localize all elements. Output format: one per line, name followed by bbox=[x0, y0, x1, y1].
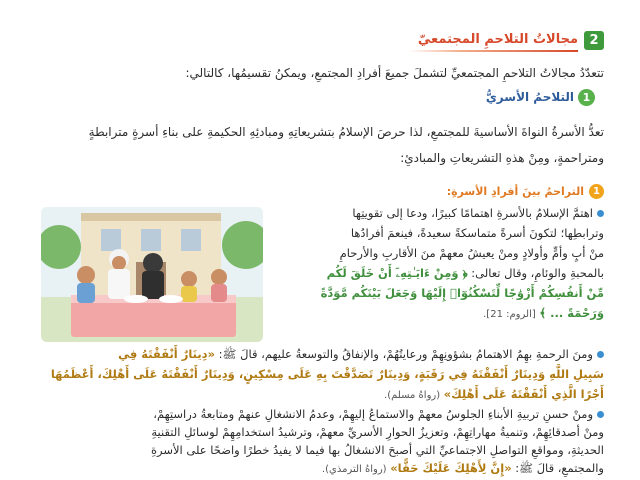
section-title: مجالاتُ التلاحمِ المجتمعيّ bbox=[417, 32, 578, 47]
verse-reference: [الروم: 21]. bbox=[483, 309, 536, 320]
bullet-2-line: ومنَ الرحمةِ بهِمُ الاهتمامُ بشؤونِهِمْ ورعايتُهُمْ، والإنفاقُ والتوسعةُ عليهم، قالَ ﷺ: bbox=[218, 347, 593, 361]
bullet-1-line: منْ أبٍ وأمٍّ وأولادٍ ومنْ يعيشُ معهمْ منَ الأقاربِ والأرحامِ bbox=[339, 246, 604, 260]
bullet-3-line: والمجتمعِ، قالَ ﷺ: bbox=[515, 461, 604, 475]
hadith-reference: (رواهُ مسلم). bbox=[384, 390, 441, 401]
bullet-3 bbox=[34, 405, 604, 479]
section-title-underline bbox=[408, 50, 578, 52]
quran-verse-part: مِّنْ أَنفُسِكُمْ أَزْوَٰجًا لِّتَسْكُنُوٓا۟ إِلَيْهَا وَجَعَلَ بَيْنَكُم مَّوَدَّةً bbox=[320, 286, 604, 300]
bullet-dot-icon bbox=[597, 351, 604, 358]
bullet-1-line: بالمحبةِ والوئامِ، وقال تعالى: bbox=[471, 266, 604, 280]
bullet-dot-icon bbox=[597, 411, 604, 418]
intro-paragraph: تتعدّدُ مجالاتُ التلاحمِ المجتمعيِّ لتشملَ جميعَ أفرادِ المجتمعِ، ويمكنُ تقسيمُها، كالتالي: bbox=[185, 66, 604, 80]
subsection-title: التلاحمُ الأسريُّ bbox=[485, 90, 574, 104]
point-title: التراحمُ بينَ أفرادِ الأسرةِ: bbox=[446, 185, 584, 198]
quran-verse-part: وَرَحْمَةً ... ﴾ bbox=[539, 306, 604, 320]
point-number: 1 bbox=[589, 184, 604, 199]
bullet-3-line: ومنْ أصدقائِهِمْ، وتنميةُ مهاراتِهِمْ، وتعزيزُ الحوارِ الأسريِّ معهمْ، وترشيدُ استخدامِهِمْ لوسائلِ التقنيةِ bbox=[151, 425, 604, 439]
subsection-number: 1 bbox=[578, 89, 595, 106]
bullet-1-line: اهتمَّ الإسلامُ بالأسرةِ اهتمامًا كبيرًا، ودعا إلى تقويتِها bbox=[352, 206, 593, 220]
bullet-3-line: الحديثةِ، ومواقعِ التواصلِ الاجتماعيِّ التي أصبحَ الانشغالُ بها فيما لا يفيدُ خطرًا واضحًا على الأسرةِ bbox=[150, 443, 604, 457]
family-dinner-illustration bbox=[41, 207, 263, 342]
section-number: 2 bbox=[584, 31, 604, 50]
family-paragraph-line: تعدُّ الأسرةُ النواةَ الأساسيةَ للمجتمعِ، لذا حرصَ الإسلامُ بتشريعاتِهِ ومبادئِهِ الحكيمةِ على بناءِ أسرةٍ مترابطةٍ bbox=[88, 125, 604, 139]
family-paragraph-line: ومتراحمةٍ، ومِنْ هذهِ التشريعاتِ والمبادئِ: bbox=[400, 151, 604, 165]
bullet-1-line: وترابطِها؛ لتكونَ أسرةً متماسكةً سعيدةً، فينعمَ أفرادُها bbox=[350, 226, 604, 240]
bullet-dot-icon bbox=[597, 210, 604, 217]
hadith-text: سَبِيلِ اللَّهِ وَدِينَارٌ أَنْفَقْتَهُ فِي رَقَبَةٍ، وَدِينَارٌ تَصَدَّقْتَ بِهِ عَلَى مِسْكِينٍ، وَدِينَارٌ أَنْفَقْتَهُ عَلَى أَهْلِكَ، أَعْظَمُهَا bbox=[50, 367, 604, 381]
hadith-text: «دِينَارٌ أَنْفَقْتَهُ فِي bbox=[118, 347, 216, 361]
family-scene-image bbox=[41, 207, 263, 342]
bullet-3-line: ومنْ حسنِ تربيةِ الأبناءِ الجلوسُ معهمْ والاستماعُ إليهِمْ، وعدمُ الانشغالِ عنهمْ ومتابعةُ دراستِهِمْ، bbox=[153, 407, 593, 421]
bullet-2 bbox=[34, 344, 604, 406]
hadith-text: أَجْرًا الَّذِي أَنْفَقْتَهُ عَلَى أَهْلِكَ» bbox=[443, 387, 604, 401]
hadith-reference: (رواهُ الترمذي). bbox=[321, 464, 387, 475]
quran-verse-part: ﴿ وَمِنْ ءَايَـٰتِهِۦٓ أَنْ خَلَقَ لَكُم bbox=[326, 266, 468, 280]
hadith-text: «إِنَّ لِأَهْلِكَ عَلَيْكَ حَقًّا» bbox=[390, 461, 512, 475]
bullet-1 bbox=[274, 203, 604, 325]
family-paragraph bbox=[29, 119, 604, 171]
